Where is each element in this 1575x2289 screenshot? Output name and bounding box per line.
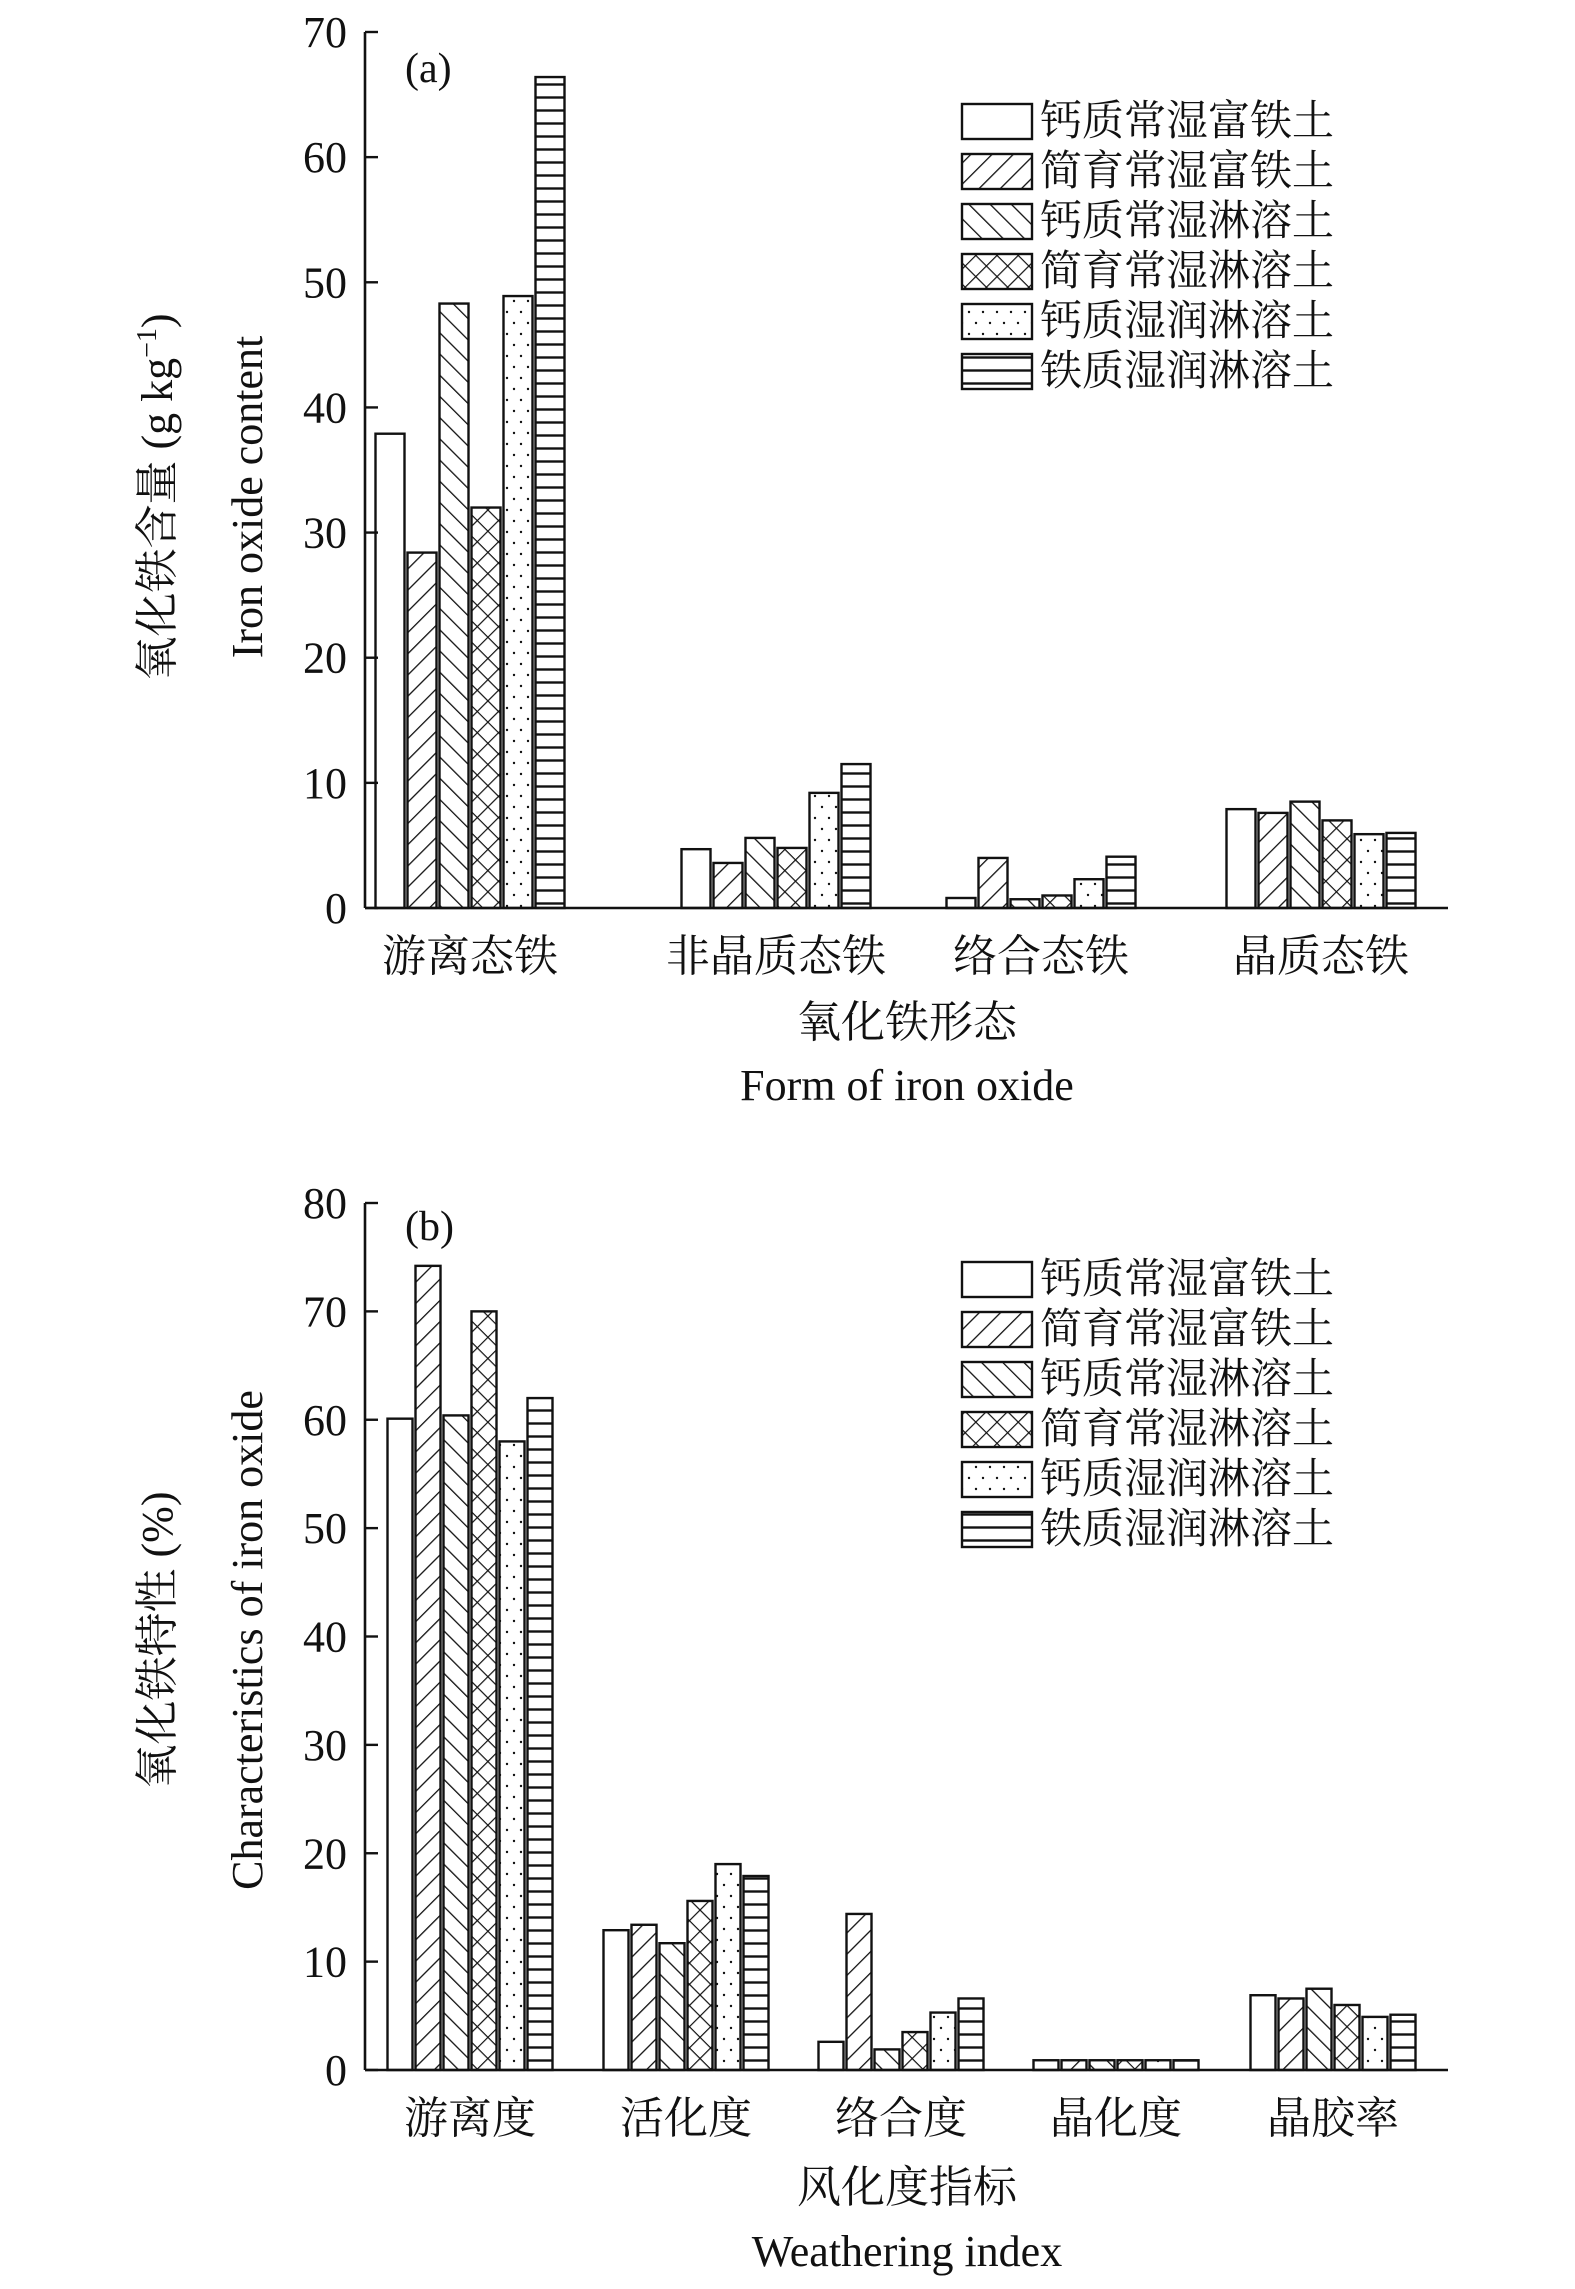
legend-swatch-b-4 [962, 1412, 1032, 1447]
x-axis-label-en-b: Weathering index [751, 2227, 1063, 2276]
bar-a-c4-s2 [1259, 813, 1288, 908]
legend-label-a-6: 铁质湿润淋溶土 [1040, 349, 1335, 395]
bar-b-c1-s2 [416, 1266, 441, 2070]
bar-a-c2-s5 [810, 793, 839, 908]
x-tick-label-b-3: 络合度 [835, 2094, 967, 2143]
bar-b-c1-s3 [444, 1415, 469, 2070]
x-tick-label-b-2: 活化度 [620, 2094, 752, 2143]
legend-a [962, 98, 1334, 395]
legend-swatch-a-2 [962, 154, 1032, 189]
bar-b-c1-s6 [528, 1398, 553, 2070]
x-tick-label-a-4: 晶质态铁 [1233, 932, 1409, 981]
bar-a-c3-s5 [1075, 879, 1104, 908]
bar-group-b-3 [819, 1914, 984, 2070]
bar-a-c1-s6 [536, 77, 565, 908]
bar-group-b-2 [604, 1864, 769, 2070]
panel-label-a: (a) [405, 46, 452, 92]
x-tick-label-a-1: 游离态铁 [382, 932, 558, 981]
y-tick-label-b-0: 0 [325, 2046, 347, 2095]
legend-label-b-6: 铁质湿润淋溶土 [1040, 1507, 1335, 1553]
bar-a-c2-s2 [714, 863, 743, 908]
legend-label-b-2: 简育常湿富铁土 [1040, 1307, 1335, 1353]
y-tick-label-a-4: 40 [303, 383, 347, 433]
y-axis-label-b [133, 1390, 272, 1890]
legend-label-b-3: 钙质常湿淋溶土 [1040, 1357, 1335, 1403]
bar-b-c2-s6 [744, 1876, 769, 2070]
y-tick-label-b-7: 70 [303, 1287, 347, 1337]
legend-label-b-1: 钙质常湿富铁土 [1040, 1257, 1335, 1303]
y-tick-label-b-1: 10 [303, 1937, 347, 1987]
y-tick-label-b-5: 50 [303, 1504, 347, 1554]
bar-b-c4-s2 [1062, 2060, 1087, 2070]
y-axis-label-en-a: Iron oxide content [223, 335, 272, 659]
y-axis-label-a [132, 313, 272, 680]
bar-group-b-5 [1251, 1989, 1416, 2070]
x-axis-label-cn-a: 氧化铁形态 [797, 998, 1017, 1047]
bar-b-c2-s2 [632, 1925, 657, 2070]
bar-b-c5-s5 [1363, 2017, 1388, 2070]
y-axis-label-en-b: Characteristics of iron oxide [223, 1390, 272, 1890]
legend-label-a-2: 简育常湿富铁土 [1040, 149, 1335, 195]
y-tick-label-a-5: 50 [303, 258, 347, 308]
legend-label-a-3: 钙质常湿淋溶土 [1040, 199, 1335, 245]
legend-swatch-a-1 [962, 104, 1032, 139]
bar-a-c1-s2 [408, 553, 437, 908]
legend-swatch-a-3 [962, 204, 1032, 239]
bar-b-c4-s4 [1118, 2060, 1143, 2070]
bar-a-c4-s5 [1355, 834, 1384, 908]
legend-swatch-b-2 [962, 1312, 1032, 1347]
x-tick-label-a-2: 非晶质态铁 [666, 932, 886, 981]
legend-swatch-b-3 [962, 1362, 1032, 1397]
legend-swatch-b-5 [962, 1462, 1032, 1497]
legend-label-a-1: 钙质常湿富铁土 [1040, 99, 1335, 145]
legend-swatch-b-1 [962, 1262, 1032, 1297]
bar-b-c5-s2 [1279, 1998, 1304, 2070]
legend-swatch-b-6 [962, 1512, 1032, 1547]
y-tick-label-b-8: 80 [303, 1179, 347, 1228]
y-tick-label-b-4: 40 [303, 1612, 347, 1662]
bar-group-a-4 [1227, 802, 1416, 908]
bar-group-a-2 [682, 764, 871, 908]
bar-group-a-1 [376, 77, 565, 908]
bar-a-c3-s1 [947, 898, 976, 908]
y-tick-label-b-6: 60 [303, 1395, 347, 1445]
bar-b-c4-s6 [1174, 2060, 1199, 2070]
bar-b-c3-s6 [959, 1998, 984, 2070]
legend-swatch-a-5 [962, 304, 1032, 339]
bar-b-c3-s3 [875, 2049, 900, 2070]
y-axis-label-cn-a: 氧化铁含量 (g $kg^{-1}$) [132, 313, 182, 681]
bar-b-c4-s5 [1146, 2060, 1171, 2070]
bar-a-c4-s1 [1227, 809, 1256, 908]
bar-b-c1-s4 [472, 1311, 497, 2070]
bar-b-c3-s1 [819, 2042, 844, 2070]
y-tick-label-b-3: 30 [303, 1720, 347, 1770]
bar-a-c1-s4 [472, 508, 501, 908]
x-tick-label-a-3: 络合态铁 [953, 932, 1129, 981]
legend-b [962, 1256, 1334, 1553]
bar-b-c4-s1 [1034, 2060, 1059, 2070]
legend-label-a-4: 简育常湿淋溶土 [1040, 249, 1335, 295]
legend-label-a-5: 钙质湿润淋溶土 [1040, 299, 1335, 345]
bar-b-c5-s6 [1391, 2015, 1416, 2070]
x-axis-label-en-a: Form of iron oxide [740, 1061, 1074, 1110]
bar-b-c4-s3 [1090, 2060, 1115, 2070]
bar-a-c2-s4 [778, 848, 807, 908]
bar-b-c1-s5 [500, 1441, 525, 2070]
y-tick-label-a-2: 20 [303, 633, 347, 683]
y-tick-label-a-7: 70 [303, 8, 347, 57]
bar-group-a-3 [947, 857, 1136, 908]
bar-b-c2-s1 [604, 1930, 629, 2070]
y-tick-label-b-2: 20 [303, 1829, 347, 1879]
y-tick-label-a-6: 60 [303, 133, 347, 183]
y-tick-label-a-1: 10 [303, 758, 347, 808]
bar-b-c2-s5 [716, 1864, 741, 2070]
legend-label-b-5: 钙质湿润淋溶土 [1040, 1457, 1335, 1503]
bar-b-c1-s1 [388, 1419, 413, 2070]
bar-a-c3-s2 [979, 858, 1008, 908]
bar-b-c2-s4 [688, 1901, 713, 2070]
chart-panel-a [132, 8, 1448, 1110]
y-axis-label-cn-b: 氧化铁特性 (%) [133, 1491, 182, 1789]
legend-label-b-4: 简育常湿淋溶土 [1040, 1407, 1335, 1453]
bar-a-c2-s1 [682, 849, 711, 908]
legend-swatch-a-4 [962, 254, 1032, 289]
bar-a-c2-s6 [842, 764, 871, 908]
bar-a-c1-s5 [504, 296, 533, 908]
x-tick-label-b-5: 晶胶率 [1267, 2094, 1399, 2143]
x-axis-label-cn-b: 风化度指标 [797, 2163, 1017, 2212]
bar-b-c5-s3 [1307, 1989, 1332, 2070]
y-tick-label-a-3: 30 [303, 508, 347, 558]
bar-group-b-4 [1034, 2060, 1199, 2070]
bar-a-c2-s3 [746, 838, 775, 908]
bar-b-c5-s1 [1251, 1995, 1276, 2070]
bar-a-c1-s1 [376, 434, 405, 908]
bar-group-b-1 [388, 1266, 553, 2070]
bar-b-c3-s5 [931, 2013, 956, 2070]
chart-panel-b [133, 1179, 1448, 2276]
bar-a-c4-s3 [1291, 802, 1320, 908]
bar-b-c3-s2 [847, 1914, 872, 2070]
bar-b-c2-s3 [660, 1943, 685, 2070]
bar-a-c4-s6 [1387, 833, 1416, 908]
x-tick-label-b-4: 晶化度 [1050, 2094, 1182, 2143]
x-tick-label-b-1: 游离度 [404, 2094, 536, 2143]
legend-swatch-a-6 [962, 354, 1032, 389]
panel-label-b: (b) [405, 1204, 454, 1250]
bar-a-c4-s4 [1323, 820, 1352, 908]
bar-a-c3-s4 [1043, 895, 1072, 908]
y-tick-label-a-0: 0 [325, 884, 347, 933]
bar-a-c1-s3 [440, 304, 469, 908]
bar-b-c5-s4 [1335, 2005, 1360, 2070]
bar-a-c3-s3 [1011, 899, 1040, 908]
bar-a-c3-s6 [1107, 857, 1136, 908]
bar-b-c3-s4 [903, 2032, 928, 2070]
